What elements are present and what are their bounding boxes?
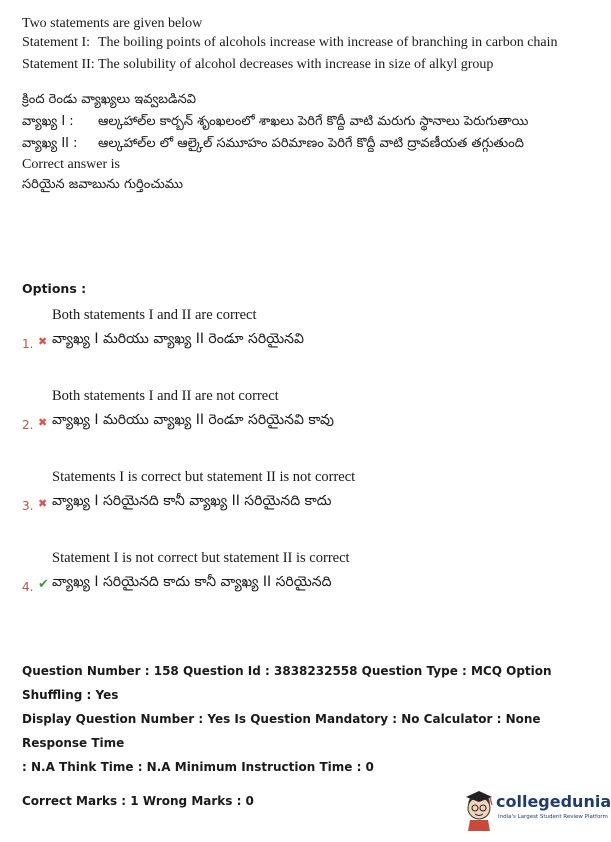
- statement-2-en: [22, 55, 582, 75]
- meta-line-3: : N.A Think Time : N.A Minimum Instruction Time : 0: [22, 760, 374, 774]
- option-2-text-te: వ్యాఖ్య I మరియు వ్యాఖ్య II రెండూ సరియైనవి కావు: [52, 411, 335, 428]
- statement-1-text-en: The boiling points of alcohols increase with increase of branching in carbon chain: [98, 35, 558, 50]
- option-1-number: 1.: [22, 337, 34, 351]
- marks-line: Correct Marks : 1 Wrong Marks : 0: [22, 794, 254, 808]
- meta-line-2: Display Question Number : Yes Is Question Mandatory : No Calculator : None Response Time: [22, 712, 541, 750]
- correct-check-icon: ✔: [38, 576, 49, 592]
- statement-2-te: [22, 133, 582, 155]
- statement-1-text-te: ఆల్కహాల్‌ల కార్బన్ శృంఖలంలో శాఖలు పెరిగే కొద్దీ వాటి మరుగు స్థానాలు పెరుగుతాయి: [98, 114, 529, 129]
- option-4-number: 4.: [22, 580, 34, 594]
- statement-1-label-en: Statement I:: [22, 35, 91, 50]
- statement-1-label-te: వ్యాఖ్య I :: [22, 114, 74, 129]
- option-3-text-te: వ్యాఖ్య I సరియైనది కానీ వ్యాఖ్య II సరియైనది కాదు: [52, 492, 332, 509]
- meta-line-1: Question Number : 158 Question Id : 3838232558 Question Type : MCQ Option Shuffling : Yes: [22, 664, 552, 702]
- mascot-icon: [462, 788, 496, 832]
- question-intro-te: క్రింద రెండు వ్యాఖ్యలు ఇవ్వబడినవి: [22, 92, 197, 107]
- wrong-mark-icon: ✖: [38, 415, 48, 429]
- brand-tagline: India's Largest Student Review Platform: [498, 814, 608, 820]
- question-block: [22, 14, 582, 196]
- option-4-text-en: Statement I is not correct but statement II is correct: [52, 550, 350, 566]
- option-1-text-te: వ్యాఖ్య I మరియు వ్యాఖ్య II రెండూ సరియైనవి: [52, 330, 304, 347]
- question-intro-en: Two statements are given below: [22, 16, 203, 31]
- brand-name: collegedunia: [496, 792, 611, 811]
- statement-2-label-en: Statement II:: [22, 57, 95, 72]
- correct-answer-te: సరియైన జవాబును గుర్తించుము: [22, 177, 183, 192]
- collegedunia-logo: [462, 786, 611, 834]
- statement-1-en: [22, 33, 582, 53]
- option-3-text-en: Statements I is correct but statement II is not correct: [52, 469, 356, 485]
- wrong-mark-icon: ✖: [38, 496, 48, 510]
- statement-2-label-te: వ్యాఖ్య II :: [22, 136, 78, 151]
- option-2-number: 2.: [22, 418, 34, 432]
- option-4-text-te: వ్యాఖ్య I సరియైనది కాదు కానీ వ్యాఖ్య II సరియైనది: [52, 573, 332, 590]
- option-2-text-en: Both statements I and II are not correct: [52, 388, 279, 404]
- wrong-mark-icon: ✖: [38, 334, 48, 348]
- statement-1-te: [22, 111, 582, 133]
- statement-2-text-en: The solubility of alcohol decreases with increase in size of alkyl group: [98, 57, 494, 72]
- option-3-number: 3.: [22, 499, 34, 513]
- correct-answer-en: Correct answer is: [22, 157, 120, 172]
- statement-2-text-te: ఆల్కహాల్‌ల లో ఆల్కైల్ సమూహం పరిమాణం పెరిగే కొద్దీ వాటి ద్రావణీయత తగ్గుతుంది: [98, 136, 524, 151]
- option-1-text-en: Both statements I and II are correct: [52, 307, 257, 323]
- options-heading: Options :: [22, 281, 87, 296]
